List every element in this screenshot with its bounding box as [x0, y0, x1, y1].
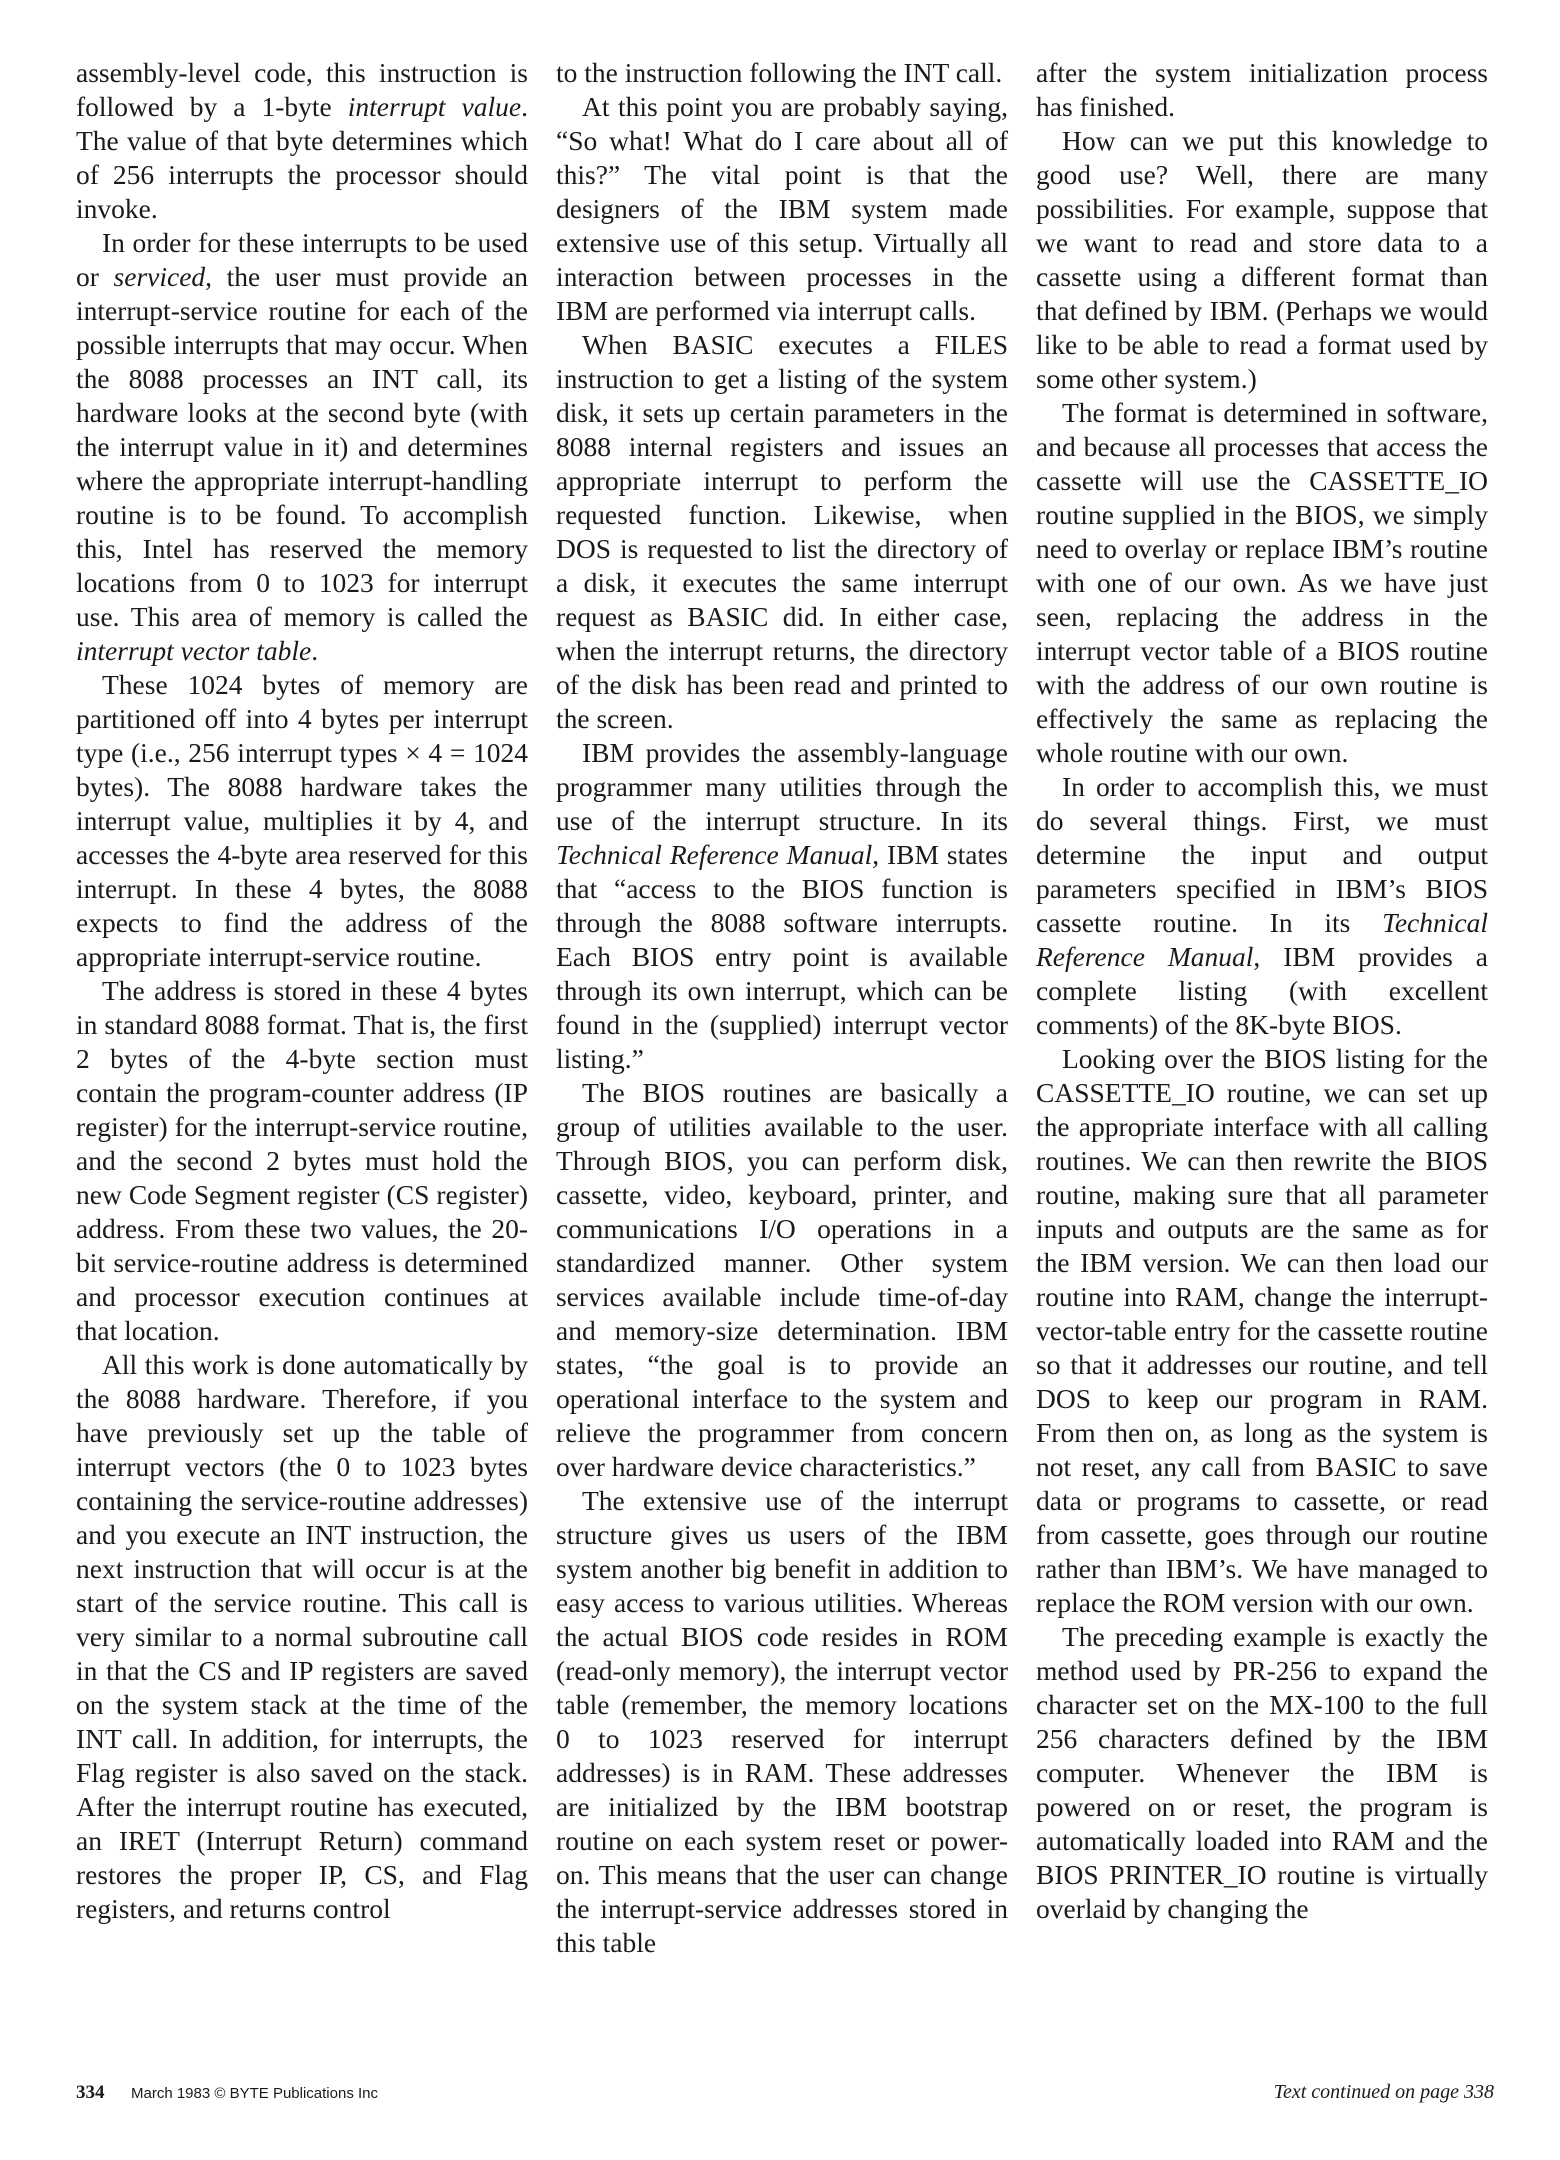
paragraph [556, 1484, 1008, 1960]
article-column-3 [1036, 56, 1488, 1926]
text-run: At this point you are probably saying, “So what! What do I care about all of this?” The vital point is that the designers of the IBM system made extensive use of this setup. Virtually all interaction between processes in the IBM are performed via interrupt calls. [556, 91, 1008, 326]
text-run: , IBM states that “access to the BIOS function is through the 8088 software interrupts. Each BIOS entry point is available through its own interrupt, which can be found in the (supplied) interrupt vector listing.” [556, 839, 1008, 1074]
page-number: 334 [76, 2082, 105, 2103]
paragraph [1036, 770, 1488, 1042]
paragraph [1036, 396, 1488, 770]
italic-text: serviced [113, 261, 206, 292]
text-run: When BASIC executes a FILES instruction to get a listing of the system disk, it sets up certain parameters in the 8088 internal registers and issues an appropriate interrupt to perform the requested function. Likewise, when DOS is requested to list the directory of a disk, it executes the same interrupt request as BASIC did. In either case, when the interrupt returns, the directory of the disk has been read and printed to the screen. [556, 329, 1008, 734]
italic-text: Technical Reference Manual [1036, 907, 1488, 972]
paragraph [76, 668, 528, 974]
paragraph [1036, 56, 1488, 124]
text-run: In order to accomplish this, we must do several things. First, we must determine the input and output parameters specified in IBM’s BIOS cassette routine. In its [1036, 771, 1488, 938]
paragraph [1036, 1042, 1488, 1620]
text-run: after the system initialization process has finished. [1036, 57, 1488, 122]
text-run: The format is determined in software, and because all processes that access the cassette will use the CASSETTE_IO routine supplied in the BIOS, we simply need to overlay or replace IBM’s routine with one of our own. As we have just seen, replacing the address in the interrupt vector table of a BIOS routine with the address of our own routine is effectively the same as replacing the whole routine with our own. [1036, 397, 1488, 768]
paragraph [556, 56, 1008, 90]
paragraph [76, 974, 528, 1348]
italic-text: Technical Reference Manual [556, 839, 873, 870]
paragraph [76, 226, 528, 668]
page-folio [76, 2080, 378, 2106]
italic-text: interrupt value [347, 91, 522, 122]
publication-line: March 1983 © BYTE Publications Inc [131, 2085, 379, 2102]
text-run: In order for these interrupts to be used or [76, 227, 528, 292]
paragraph [1036, 124, 1488, 396]
text-run: The address is stored in these 4 bytes in standard 8088 format. That is, the first 2 bytes of the 4-byte section must contain the program-counter address (IP register) for the interrupt-service routine, and the second 2 bytes must hold the new Code Segment register (CS register) address. From these two values, the 20-bit service-routine address is determined and processor execution continues at that location. [76, 975, 528, 1346]
paragraph [556, 328, 1008, 736]
text-run: These 1024 bytes of memory are partitioned off into 4 bytes per interrupt type (i.e., 256 interrupt types × 4 = 1024 bytes). The 8088 hardware takes the interrupt value, multiplies it by 4, and accesses the 4-byte area reserved for this interrupt. In these 4 bytes, the 8088 expects to find the address of the appropriate interrupt-service routine. [76, 669, 528, 972]
text-run: How can we put this knowledge to good use? Well, there are many possibilities. For example, suppose that we want to read and store data to a cassette using a different format than that defined by IBM. (Perhaps we would like to be able to read a format used by some other system.) [1036, 125, 1488, 394]
paragraph [1036, 1620, 1488, 1926]
article-column-1 [76, 56, 528, 1926]
paragraph [556, 90, 1008, 328]
text-run: The BIOS routines are basically a group of utilities available to the user. Through BIOS, you can perform disk, cassette, video, keyboard, printer, and communications I/O operations in a standardized manner. Other system services available include time-of-day and memory-size determination. IBM states, “the goal is to provide an operational interface to the system and relieve the programmer from concern over hardware device characteristics.” [556, 1077, 1008, 1482]
paragraph [556, 1076, 1008, 1484]
paragraph [76, 56, 528, 226]
text-run: The preceding example is exactly the method used by PR-256 to expand the character set on the MX-100 to the full 256 characters defined by the IBM computer. Whenever the IBM is powered on or reset, the program is automatically loaded into RAM and the BIOS PRINTER_IO routine is virtually overlaid by changing the [1036, 1621, 1488, 1924]
text-run: . The value of that byte determines which of 256 interrupts the processor should invoke. [76, 91, 528, 224]
paragraph [556, 736, 1008, 1076]
text-run: to the instruction following the INT call. [556, 57, 1003, 88]
text-run: , IBM provides a complete listing (with excellent comments) of the 8K-byte BIOS. [1036, 941, 1488, 1040]
text-run: . [311, 635, 319, 666]
article-column-2 [556, 56, 1008, 1960]
text-run: , the user must provide an interrupt-service routine for each of the possible interrupts that may occur. When the 8088 processes an INT call, its hardware looks at the second byte (with the interrupt value in it) and determines where the appropriate interrupt-handling routine is to be found. To accomplish this, Intel has reserved the memory locations from 0 to 1023 for interrupt use. This area of memory is called the [76, 261, 528, 632]
paragraph [76, 1348, 528, 1926]
text-run: IBM provides the assembly-language programmer many utilities through the use of the interrupt structure. In its [556, 737, 1008, 836]
text-run: All this work is done automatically by the 8088 hardware. Therefore, if you have previously set up the table of interrupt vectors (the 0 to 1023 bytes containing the service-routine addresses) and you execute an INT instruction, the next instruction that will occur is at the start of the service routine. This call is very similar to a normal subroutine call in that the CS and IP registers are saved on the system stack at the time of the INT call. In addition, for interrupts, the Flag register is also saved on the stack. After the interrupt routine has executed, an IRET (Interrupt Return) command restores the proper IP, CS, and Flag registers, and returns control [76, 1349, 528, 1924]
text-run: Looking over the BIOS listing for the CASSETTE_IO routine, we can set up the appropriate interface with all calling routines. We can then rewrite the BIOS routine, making sure that all parameter inputs and outputs are the same as for the IBM version. We can then load our routine into RAM, change the interrupt-vector-table entry for the cassette routine so that it addresses our routine, and tell DOS to keep our program in RAM. From then on, as long as the system is not reset, any call from BASIC to save data or programs to cassette, or read from cassette, goes through our routine rather than IBM’s. We have managed to replace the ROM version with our own. [1036, 1043, 1488, 1618]
text-run: The extensive use of the interrupt structure gives us users of the IBM system another big benefit in addition to easy access to various utilities. Whereas the actual BIOS code resides in ROM (read-only memory), the interrupt vector table (remember, the memory locations 0 to 1023 reserved for interrupt addresses) is in RAM. These addresses are initialized by the IBM bootstrap routine on each system reset or power-on. This means that the user can change the interrupt-service addresses stored in this table [556, 1485, 1008, 1958]
text-run: assembly-level code, this instruction is followed by a 1-byte [76, 57, 528, 122]
italic-text: interrupt vector table [76, 635, 312, 666]
continuation-note: Text continued on page 338 [1273, 2081, 1494, 2103]
